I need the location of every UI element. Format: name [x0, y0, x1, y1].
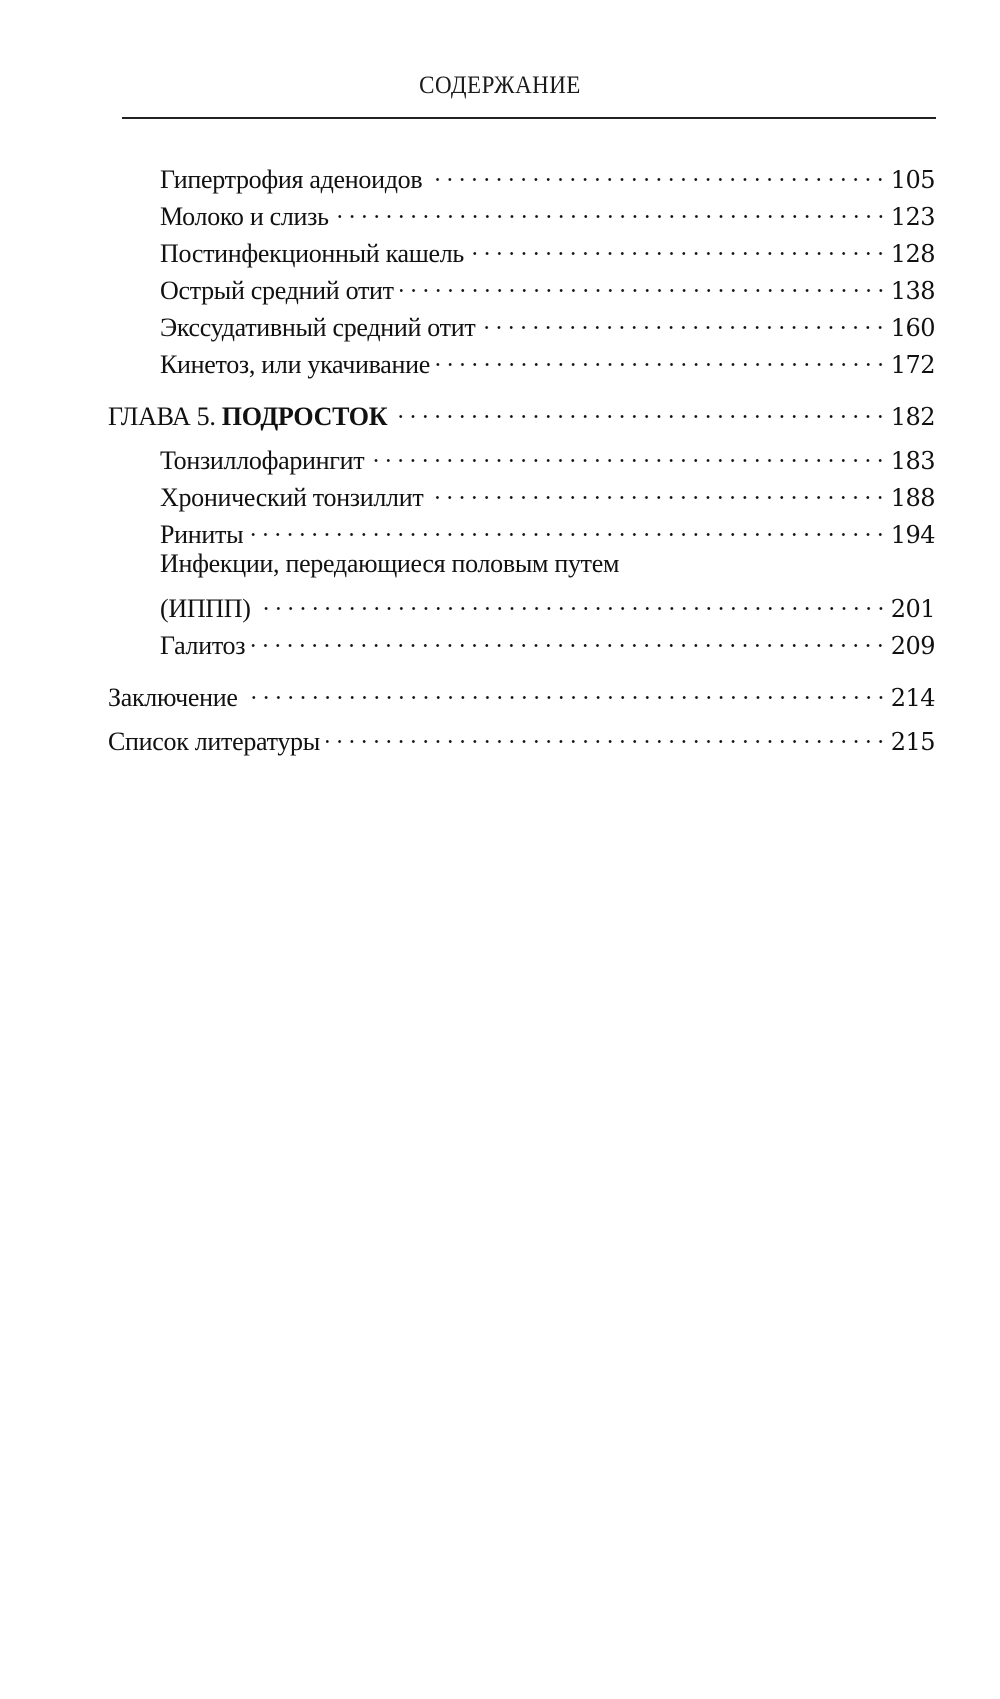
toc-entry[interactable]	[160, 511, 935, 551]
toc-entry[interactable]	[160, 193, 935, 233]
toc-entry-page: 188	[890, 484, 935, 512]
dot-leader	[481, 304, 886, 336]
chapter-number: ГЛАВА 5.	[108, 402, 216, 431]
toc-entry-page: 214	[890, 684, 935, 712]
toc-entry-title: Риниты	[160, 520, 244, 549]
toc-entry-page: 194	[890, 521, 935, 549]
dot-leader	[429, 474, 886, 506]
toc-entry-page: 215	[890, 728, 935, 756]
toc-entry-title-line1[interactable]: Инфекции, передающиеся половым путем	[160, 549, 620, 578]
toc-entry-title: Молоко и слизь	[160, 202, 329, 231]
dot-leader	[470, 230, 887, 262]
dot-leader	[335, 193, 887, 225]
dot-leader	[428, 156, 886, 188]
dot-leader	[249, 511, 886, 543]
toc-entry[interactable]	[160, 267, 935, 307]
toc-chapter-title	[108, 401, 387, 433]
toc-chapter-entry[interactable]	[108, 393, 935, 433]
toc-entry-title: Экссудативный средний отит	[160, 313, 476, 342]
toc-entry-title: Острый средний отит	[160, 276, 394, 305]
toc-entry-page: 105	[890, 166, 935, 194]
dot-leader	[244, 674, 887, 706]
toc-entry-title: Тонзиллофарингит	[160, 446, 365, 475]
toc-entry-page: 183	[890, 447, 935, 475]
toc-entry-page: 123	[890, 203, 935, 231]
toc-entry-title: Список литературы	[108, 727, 320, 756]
toc-entry[interactable]	[108, 674, 935, 714]
toc-entry[interactable]	[160, 474, 935, 514]
toc-entry-page: 209	[890, 632, 935, 660]
toc-entry-title: Постинфекционный кашель	[160, 239, 464, 268]
toc-entry[interactable]	[160, 585, 935, 625]
toc-entry[interactable]	[160, 622, 935, 662]
dot-leader	[393, 393, 886, 425]
toc-entry[interactable]	[160, 156, 935, 196]
dot-leader	[257, 585, 887, 617]
chapter-name: ПОДРОСТОК	[221, 402, 388, 431]
toc-entry-title: (ИППП)	[160, 594, 251, 623]
dot-leader	[370, 437, 886, 469]
toc-entry[interactable]	[108, 718, 935, 758]
running-head: СОДЕРЖАНИЕ	[419, 72, 581, 99]
toc-entry-page: 160	[890, 314, 935, 342]
toc-entry-title: Галитоз	[160, 631, 246, 660]
toc-entry-title: Гипертрофия аденоидов	[160, 165, 423, 194]
toc-entry-title: Кинетоз, или укачивание	[160, 350, 430, 379]
dot-leader	[326, 718, 887, 750]
toc-entry-page: 128	[890, 240, 935, 268]
dot-leader	[251, 622, 886, 654]
dot-leader	[400, 267, 887, 299]
toc-entry-page: 182	[890, 403, 935, 431]
toc-entry[interactable]	[160, 341, 935, 381]
toc-entry[interactable]	[160, 230, 935, 270]
toc-entry-title: Заключение	[108, 683, 238, 712]
toc-entry-page: 201	[890, 595, 935, 623]
toc-entry-page: 138	[890, 277, 935, 305]
toc-entry-title: Хронический тонзиллит	[160, 483, 424, 512]
dot-leader	[436, 341, 887, 373]
header-rule-divider	[122, 117, 936, 119]
toc-entry-page: 172	[890, 351, 935, 379]
toc-entry[interactable]	[160, 304, 935, 344]
toc-entry[interactable]	[160, 437, 935, 477]
